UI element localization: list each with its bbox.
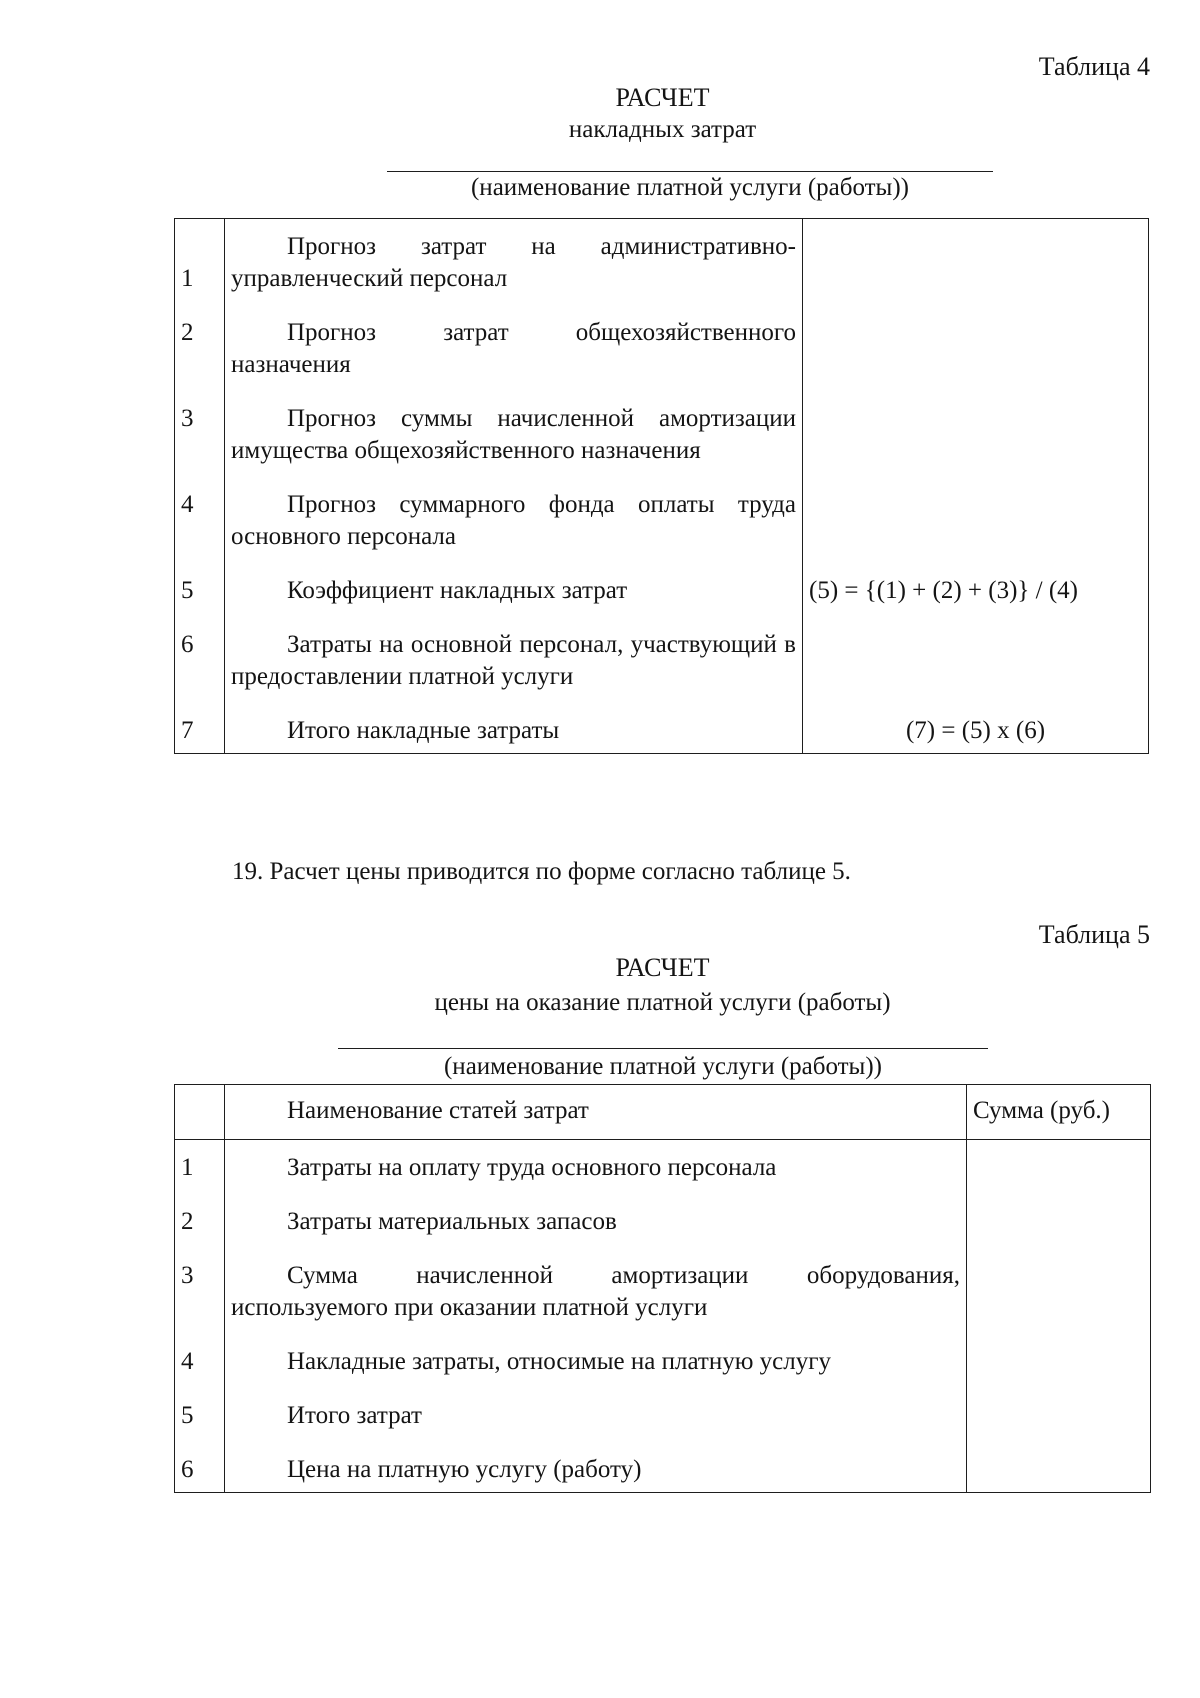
row-number: 7: [175, 715, 225, 754]
table-row: [175, 1346, 1151, 1400]
row-sum: [967, 1400, 1151, 1454]
table-4: [174, 218, 1149, 754]
row-description: [225, 1140, 967, 1207]
row-description: [225, 629, 803, 715]
row-text: Итого затрат: [287, 1402, 422, 1429]
table-4-subheading: накладных затрат: [568, 116, 757, 143]
row-description: [225, 1346, 967, 1400]
row-number: 5: [175, 1400, 225, 1454]
header-name: [225, 1085, 967, 1140]
row-text: Итого накладные затраты: [287, 717, 560, 744]
table-row: [175, 715, 1149, 754]
table-row: [175, 219, 1149, 318]
table-row: [175, 403, 1149, 489]
row-number: 3: [175, 403, 225, 489]
table-row: [175, 489, 1149, 575]
table-5-subheading: цены на оказание платной услуги (работы): [434, 989, 891, 1016]
row-text: Затраты на оплату труда основного персонала: [287, 1154, 777, 1181]
row-text: Прогноз затрат общехозяйственного назначения: [231, 319, 796, 378]
row-number: 4: [175, 1346, 225, 1400]
row-number: 2: [175, 317, 225, 403]
table-row: [175, 1140, 1151, 1207]
row-description: [225, 317, 803, 403]
row-description: [225, 1454, 967, 1493]
row-description: [225, 403, 803, 489]
row-formula: [803, 219, 1149, 318]
table-row: [175, 1454, 1151, 1493]
row-formula: (5) = {(1) + (2) + (3)} / (4): [803, 575, 1149, 629]
row-sum: [967, 1206, 1151, 1260]
row-description: [225, 1206, 967, 1260]
row-formula: [803, 489, 1149, 575]
table-5-heading: РАСЧЕТ: [615, 953, 710, 982]
row-number: 6: [175, 1454, 225, 1493]
row-text: Затраты материальных запасов: [287, 1208, 617, 1235]
table-4-name-caption: (наименование платной услуги (работы)): [470, 174, 910, 201]
row-number: 2: [175, 1206, 225, 1260]
row-formula: (7) = (5) x (6): [803, 715, 1149, 754]
row-description: [225, 715, 803, 754]
table-header-row: [175, 1085, 1151, 1140]
row-number: 3: [175, 1260, 225, 1346]
row-text: Затраты на основной персонал, участвующий в предоставлении платной услуги: [231, 631, 796, 690]
row-sum: [967, 1260, 1151, 1346]
row-description: [225, 1260, 967, 1346]
row-sum: [967, 1346, 1151, 1400]
row-description: [225, 575, 803, 629]
header-number: [175, 1085, 225, 1140]
row-number: 4: [175, 489, 225, 575]
row-text: Прогноз суммарного фонда оплаты труда основного персонала: [231, 491, 796, 550]
row-text: Прогноз суммы начисленной амортизации имущества общехозяйственного назначения: [231, 405, 796, 464]
header-name-text: Наименование статей затрат: [287, 1097, 589, 1124]
table-row: [175, 575, 1149, 629]
row-formula: [803, 403, 1149, 489]
table-row: [175, 1206, 1151, 1260]
row-formula: [803, 317, 1149, 403]
table-5-name-caption: (наименование платной услуги (работы)): [443, 1053, 883, 1080]
row-text: Прогноз затрат на административно-управленческий персонал: [231, 233, 796, 292]
row-number: 1: [175, 219, 225, 318]
table-row: [175, 1400, 1151, 1454]
table-row: [175, 629, 1149, 715]
row-description: [225, 219, 803, 318]
header-sum: Сумма (руб.): [967, 1085, 1151, 1140]
row-number: 1: [175, 1140, 225, 1207]
row-text: Цена на платную услугу (работу): [287, 1456, 642, 1483]
table-row: [175, 1260, 1151, 1346]
row-text: Накладные затраты, относимые на платную услугу: [287, 1348, 831, 1375]
row-sum: [967, 1140, 1151, 1207]
table-4-service-name-line: [387, 171, 993, 172]
table-row: [175, 317, 1149, 403]
table-4-heading: РАСЧЕТ: [615, 83, 710, 112]
table-5-service-name-line: [338, 1048, 988, 1049]
row-number: 5: [175, 575, 225, 629]
table-5-label: Таблица 5: [1038, 920, 1150, 949]
row-text: Сумма начисленной амортизации оборудования, используемого при оказании платной услуги: [231, 1262, 960, 1321]
row-formula: [803, 629, 1149, 715]
row-number: 6: [175, 629, 225, 715]
table-5: [174, 1084, 1151, 1493]
paragraph-19: 19. Расчет цены приводится по форме согласно таблице 5.: [232, 858, 851, 885]
row-description: [225, 1400, 967, 1454]
row-description: [225, 489, 803, 575]
row-sum: [967, 1454, 1151, 1493]
row-text: Коэффициент накладных затрат: [287, 577, 628, 604]
table-4-label: Таблица 4: [1038, 52, 1150, 81]
